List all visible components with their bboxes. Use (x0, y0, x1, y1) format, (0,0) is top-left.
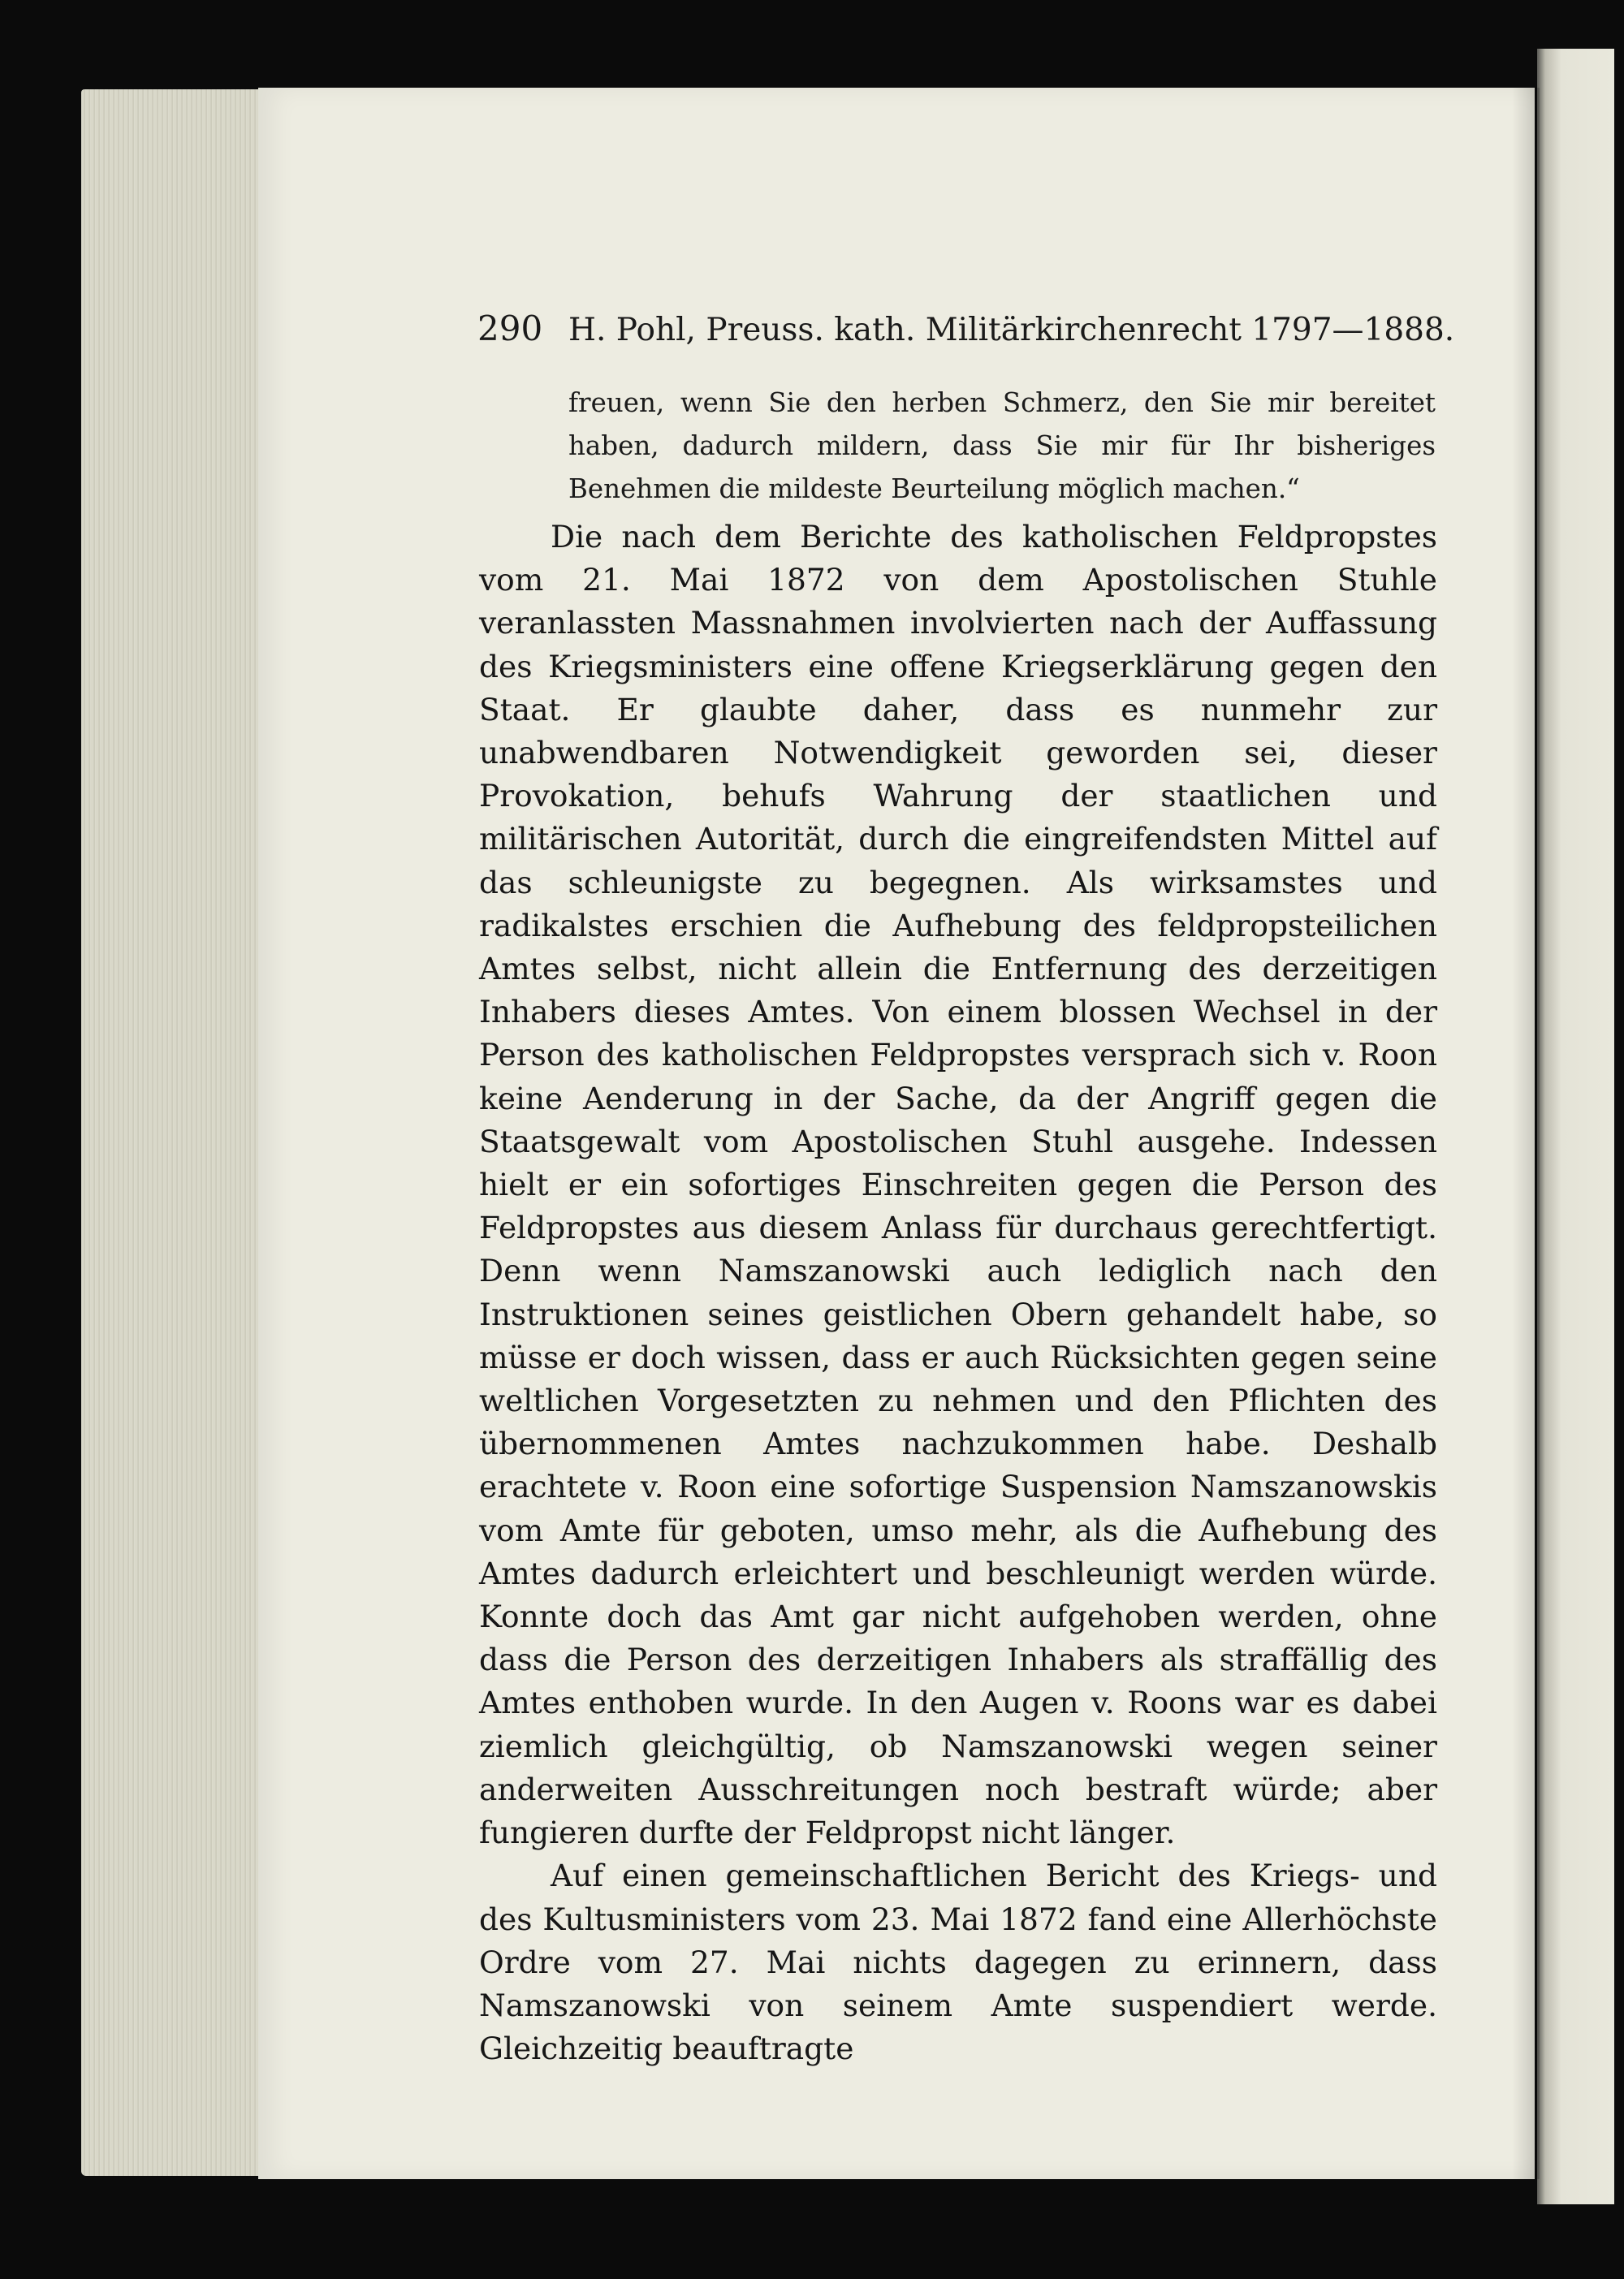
block-quote (568, 382, 1436, 511)
page-number: 290 (477, 309, 543, 348)
running-title: H. Pohl, Preuss. kath. Militärkirchenrecht 1797—1888. (568, 312, 1455, 348)
body-text (479, 516, 1437, 2070)
facing-page-edge (1537, 49, 1614, 2204)
page-edge-stack (81, 89, 264, 2176)
quote-text: freuen, wenn Sie den herben Schmerz, den Sie mir bereitet haben, dadurch mildern, dass Sie mir für Ihr bisheriges Benehmen die mildeste Beurteilung möglich machen.“ (568, 387, 1436, 504)
paragraph-1: Die nach dem Berichte des katholischen Feldpropstes vom 21. Mai 1872 von dem Apostolischen Stuhle veranlassten Massnahmen involvierten nach der Auffassung des Kriegsministers eine offene Kriegserklärung gegen den Staat. Er glaubte daher, dass es nunmehr zur unabwendbaren Notwendigkeit geworden sei, dieser Provokation, behufs Wahrung der staatlichen und militärischen Autorität, durch die eingreifendsten Mittel auf das schleunigste zu begegnen. Als wirksamstes und radikalstes erschien die Aufhebung des feldpropsteilichen Amtes selbst, nicht allein die Entfernung des derzeitigen Inhabers dieses Amtes. Von einem blossen Wechsel in der Person des katholischen Feldpropstes versprach sich v. Roon keine Aenderung in der Sache, da der Angriff gegen die Staatsgewalt vom Apostolischen Stuhl ausgehe. Indessen hielt er ein sofortiges Einschreiten gegen die Person des Feldpropstes aus diesem Anlass für durchaus gerechtfertigt. Denn wenn Namszanowski auch lediglich nach den Instruktionen seines geistlichen Obern gehandelt habe, so müsse er doch wissen, dass er auch Rücksichten gegen seine weltlichen Vorgesetzten zu nehmen und den Pflichten des übernommenen Amtes nachzukommen habe. Deshalb erachtete v. Roon eine sofortige Suspension Namszanowskis vom Amte für geboten, umso mehr, als die Aufhebung des Amtes dadurch erleichtert und beschleunigt werden würde. Konnte doch das Amt gar nicht aufgehoben werden, ohne dass die Person des derzeitigen Inhabers als straffällig des Amtes enthoben wurde. In den Augen v. Roons war es dabei ziemlich gleichgültig, ob Namszanowski wegen seiner anderweiten Ausschreitungen noch bestraft würde; aber fungieren durfte der Feldpropst nicht länger. (479, 519, 1437, 1851)
paragraph-2: Auf einen gemeinschaftlichen Bericht des Kriegs- und des Kultusministers vom 23. Mai 1872 fand eine Allerhöchste Ordre vom 27. Mai nichts dagegen zu erinnern, dass Namszanowski von seinem Amte suspendiert werde. Gleichzeitig beauftragte (479, 1858, 1437, 2067)
gutter-shadow (1512, 88, 1540, 2179)
running-header (477, 309, 1455, 348)
